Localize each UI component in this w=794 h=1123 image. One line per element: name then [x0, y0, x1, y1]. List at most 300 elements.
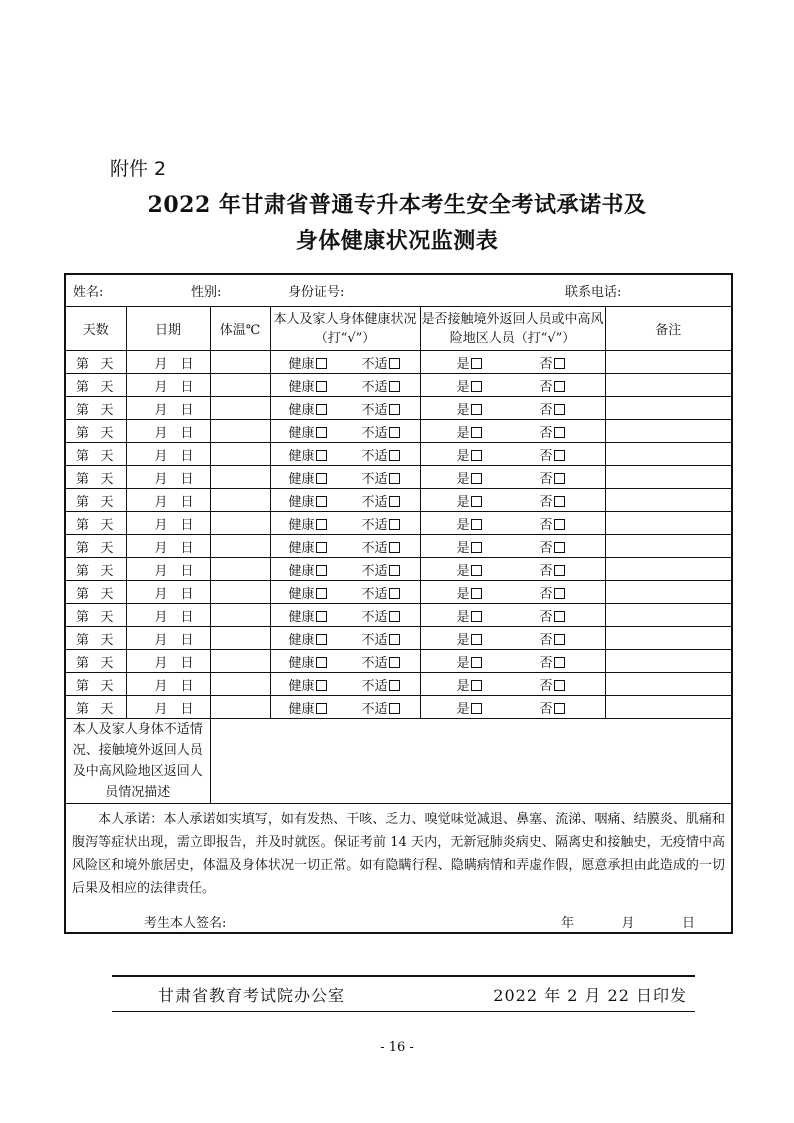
table-row: [65, 512, 732, 535]
no-checkbox[interactable]: [554, 634, 565, 645]
day-prefix: 第: [76, 540, 90, 556]
month-label: 月: [154, 517, 168, 533]
day-cell[interactable]: [65, 696, 126, 719]
yes-label: 是: [456, 356, 470, 372]
promise-text: 本人承诺：本人承诺如实填写，如有发热、干咳、乏力、嗅觉味觉减退、鼻塞、流涕、咽痛、结膜炎、肌痛和腹泻等症状出现，需立即报告，并及时就医。保证考前 14 天内，无新冠肺炎病史、隔离史和接触史，无疫情中高风险区和境外旅居史，体温及身体状况一切正常。如有隐瞒行程、隐瞒病情和弄虚作假，愿意承担由此造成的一切后果及相应的法律责任。: [72, 811, 726, 896]
healthy-option[interactable]: [289, 514, 327, 533]
date-cell[interactable]: [126, 397, 210, 420]
yes-option[interactable]: [457, 399, 482, 418]
no-option[interactable]: [539, 491, 564, 510]
yes-option[interactable]: [457, 583, 482, 602]
healthy-checkbox[interactable]: [316, 358, 327, 369]
yes-checkbox[interactable]: [471, 542, 482, 553]
temperature-cell[interactable]: [210, 512, 270, 535]
yes-option[interactable]: [457, 675, 482, 694]
remark-cell[interactable]: [605, 420, 732, 443]
column-header-remark: 备注: [605, 307, 732, 351]
unwell-checkbox[interactable]: [389, 427, 400, 438]
contact-cell: [420, 374, 605, 397]
no-checkbox[interactable]: [554, 703, 565, 714]
day-label: 日: [180, 632, 194, 648]
unwell-label: 不适: [361, 471, 388, 487]
date-cell[interactable]: [126, 535, 210, 558]
unwell-checkbox[interactable]: [389, 496, 400, 507]
date-cell[interactable]: [126, 673, 210, 696]
healthy-checkbox[interactable]: [316, 680, 327, 691]
no-checkbox[interactable]: [554, 427, 565, 438]
day-prefix: 第: [76, 448, 90, 464]
signature-month: 月: [621, 915, 635, 931]
daily-rows: [65, 351, 732, 719]
yes-checkbox[interactable]: [471, 381, 482, 392]
day-cell[interactable]: [65, 351, 126, 374]
day-suffix: 天: [100, 632, 114, 648]
yes-checkbox[interactable]: [471, 565, 482, 576]
healthy-option[interactable]: [289, 468, 327, 487]
remark-cell[interactable]: [605, 581, 732, 604]
day-label: 日: [180, 517, 194, 533]
promise-row: [65, 804, 732, 934]
unwell-checkbox[interactable]: [389, 611, 400, 622]
date-cell[interactable]: [126, 627, 210, 650]
healthy-option[interactable]: [289, 353, 327, 372]
yes-option[interactable]: [457, 698, 482, 717]
yes-checkbox[interactable]: [471, 657, 482, 668]
date-cell[interactable]: [126, 489, 210, 512]
yes-checkbox[interactable]: [471, 703, 482, 714]
healthy-checkbox[interactable]: [316, 542, 327, 553]
remark-cell[interactable]: [605, 489, 732, 512]
month-label: 月: [154, 425, 168, 441]
unwell-label: 不适: [361, 609, 388, 625]
yes-label: 是: [456, 655, 470, 671]
unwell-label: 不适: [361, 655, 388, 671]
date-cell[interactable]: [126, 351, 210, 374]
no-option[interactable]: [539, 399, 564, 418]
unwell-checkbox[interactable]: [389, 657, 400, 668]
no-checkbox[interactable]: [554, 473, 565, 484]
yes-option[interactable]: [457, 468, 482, 487]
healthy-option[interactable]: [289, 583, 327, 602]
contact-cell: [420, 581, 605, 604]
unwell-checkbox[interactable]: [389, 381, 400, 392]
healthy-checkbox[interactable]: [316, 565, 327, 576]
healthy-option[interactable]: [289, 491, 327, 510]
yes-checkbox[interactable]: [471, 634, 482, 645]
date-cell[interactable]: [126, 558, 210, 581]
temperature-cell[interactable]: [210, 604, 270, 627]
yes-checkbox[interactable]: [471, 404, 482, 415]
remark-cell[interactable]: [605, 351, 732, 374]
name-field[interactable]: 姓名:: [73, 285, 104, 300]
day-cell[interactable]: [65, 627, 126, 650]
healthy-label: 健康: [288, 540, 315, 556]
healthy-checkbox[interactable]: [316, 427, 327, 438]
table-row: [65, 627, 732, 650]
no-label: 否: [539, 632, 553, 648]
healthy-option[interactable]: [289, 399, 327, 418]
healthy-option[interactable]: [289, 422, 327, 441]
remark-cell[interactable]: [605, 397, 732, 420]
unwell-label: 不适: [361, 701, 388, 717]
contact-cell: [420, 443, 605, 466]
no-option[interactable]: [539, 652, 564, 671]
no-label: 否: [539, 425, 553, 441]
healthy-label: 健康: [288, 402, 315, 418]
healthy-label: 健康: [288, 471, 315, 487]
temperature-cell[interactable]: [210, 397, 270, 420]
unwell-checkbox[interactable]: [389, 358, 400, 369]
personal-info-row: [65, 274, 732, 307]
day-label: 日: [180, 609, 194, 625]
healthy-option[interactable]: [289, 629, 327, 648]
day-label: 日: [180, 655, 194, 671]
healthy-label: 健康: [288, 356, 315, 372]
unwell-checkbox[interactable]: [389, 450, 400, 461]
yes-label: 是: [456, 632, 470, 648]
remark-cell[interactable]: [605, 627, 732, 650]
document-title-line2: 身体健康状况监测表: [295, 228, 499, 254]
date-cell[interactable]: [126, 420, 210, 443]
no-option[interactable]: [539, 514, 564, 533]
healthy-checkbox[interactable]: [316, 381, 327, 392]
no-checkbox[interactable]: [554, 381, 565, 392]
temperature-cell[interactable]: [210, 627, 270, 650]
no-option[interactable]: [539, 537, 564, 556]
healthy-option[interactable]: [289, 560, 327, 579]
yes-option[interactable]: [457, 445, 482, 464]
temperature-cell[interactable]: [210, 673, 270, 696]
date-cell[interactable]: [126, 512, 210, 535]
signature-label[interactable]: 考生本人签名:: [144, 915, 227, 931]
table-row: [65, 420, 732, 443]
unwell-option[interactable]: [361, 514, 399, 533]
day-cell[interactable]: [65, 489, 126, 512]
date-cell[interactable]: [126, 374, 210, 397]
health-cell: [270, 535, 420, 558]
healthy-option[interactable]: [289, 376, 327, 395]
temperature-cell[interactable]: [210, 650, 270, 673]
yes-label: 是: [456, 379, 470, 395]
day-cell[interactable]: [65, 650, 126, 673]
unwell-label: 不适: [361, 356, 388, 372]
day-cell[interactable]: [65, 604, 126, 627]
temperature-cell[interactable]: [210, 535, 270, 558]
description-label: 本人及家人身体不适情况、接触境外返回人员及中高风险地区返回人员情况描述: [65, 719, 210, 804]
column-header-temperature: 体温℃: [210, 307, 270, 351]
no-option[interactable]: [539, 376, 564, 395]
healthy-checkbox[interactable]: [316, 450, 327, 461]
month-label: 月: [154, 678, 168, 694]
day-label: 日: [180, 563, 194, 579]
month-label: 月: [154, 655, 168, 671]
contact-cell: [420, 397, 605, 420]
date-cell[interactable]: [126, 604, 210, 627]
unwell-checkbox[interactable]: [389, 519, 400, 530]
temperature-cell[interactable]: [210, 374, 270, 397]
remark-cell[interactable]: [605, 374, 732, 397]
day-cell[interactable]: [65, 512, 126, 535]
day-cell[interactable]: [65, 581, 126, 604]
unwell-option[interactable]: [361, 629, 399, 648]
document-title-line1: 2022 年甘肃省普通专升本考生安全考试承诺书及: [147, 192, 647, 218]
no-checkbox[interactable]: [554, 450, 565, 461]
day-cell[interactable]: [65, 673, 126, 696]
day-cell[interactable]: [65, 374, 126, 397]
no-option[interactable]: [539, 583, 564, 602]
yes-option[interactable]: [457, 353, 482, 372]
date-cell[interactable]: [126, 466, 210, 489]
unwell-checkbox[interactable]: [389, 634, 400, 645]
table-row: [65, 374, 732, 397]
health-cell: [270, 420, 420, 443]
table-row: [65, 351, 732, 374]
contact-cell: [420, 420, 605, 443]
no-checkbox[interactable]: [554, 404, 565, 415]
healthy-checkbox[interactable]: [316, 657, 327, 668]
healthy-label: 健康: [288, 678, 315, 694]
remark-cell[interactable]: [605, 673, 732, 696]
day-suffix: 天: [100, 540, 114, 556]
no-checkbox[interactable]: [554, 519, 565, 530]
yes-option[interactable]: [457, 606, 482, 625]
day-cell[interactable]: [65, 443, 126, 466]
remark-cell[interactable]: [605, 650, 732, 673]
day-suffix: 天: [100, 471, 114, 487]
unwell-option[interactable]: [361, 399, 399, 418]
unwell-checkbox[interactable]: [389, 473, 400, 484]
no-option[interactable]: [539, 606, 564, 625]
yes-checkbox[interactable]: [471, 519, 482, 530]
yes-option[interactable]: [457, 491, 482, 510]
no-checkbox[interactable]: [554, 611, 565, 622]
no-option[interactable]: [539, 353, 564, 372]
yes-option[interactable]: [457, 376, 482, 395]
remark-cell[interactable]: [605, 512, 732, 535]
yes-checkbox[interactable]: [471, 358, 482, 369]
day-label: 日: [180, 701, 194, 717]
day-label: 日: [180, 678, 194, 694]
yes-option[interactable]: [457, 422, 482, 441]
yes-checkbox[interactable]: [471, 611, 482, 622]
unwell-checkbox[interactable]: [389, 404, 400, 415]
gender-field[interactable]: 性别:: [191, 285, 222, 300]
no-checkbox[interactable]: [554, 542, 565, 553]
remark-cell[interactable]: [605, 558, 732, 581]
yes-option[interactable]: [457, 514, 482, 533]
no-label: 否: [539, 356, 553, 372]
unwell-label: 不适: [361, 632, 388, 648]
table-row: [65, 466, 732, 489]
signature-day: 日: [682, 915, 696, 931]
contact-cell: [420, 466, 605, 489]
issuing-footer: [112, 975, 695, 1012]
day-label: 日: [180, 494, 194, 510]
yes-option[interactable]: [457, 560, 482, 579]
day-prefix: 第: [76, 632, 90, 648]
yes-checkbox[interactable]: [471, 450, 482, 461]
day-prefix: 第: [76, 678, 90, 694]
day-suffix: 天: [100, 356, 114, 372]
date-cell[interactable]: [126, 650, 210, 673]
temperature-cell[interactable]: [210, 351, 270, 374]
day-cell[interactable]: [65, 558, 126, 581]
yes-option[interactable]: [457, 537, 482, 556]
day-cell[interactable]: [65, 466, 126, 489]
month-label: 月: [154, 609, 168, 625]
unwell-option[interactable]: [361, 445, 399, 464]
day-label: 日: [180, 356, 194, 372]
healthy-option[interactable]: [289, 537, 327, 556]
date-cell[interactable]: [126, 581, 210, 604]
health-monitoring-form: [64, 273, 733, 934]
day-label: 日: [180, 402, 194, 418]
unwell-option[interactable]: [361, 560, 399, 579]
day-prefix: 第: [76, 402, 90, 418]
no-option[interactable]: [539, 422, 564, 441]
temperature-cell[interactable]: [210, 581, 270, 604]
yes-option[interactable]: [457, 652, 482, 671]
yes-checkbox[interactable]: [471, 588, 482, 599]
healthy-checkbox[interactable]: [316, 404, 327, 415]
no-checkbox[interactable]: [554, 588, 565, 599]
no-label: 否: [539, 563, 553, 579]
yes-checkbox[interactable]: [471, 680, 482, 691]
issuing-organization: 甘肃省教育考试院办公室: [158, 985, 346, 1005]
healthy-checkbox[interactable]: [316, 634, 327, 645]
health-cell: [270, 512, 420, 535]
temperature-cell[interactable]: [210, 489, 270, 512]
unwell-option[interactable]: [361, 422, 399, 441]
remark-cell[interactable]: [605, 604, 732, 627]
healthy-option[interactable]: [289, 445, 327, 464]
unwell-option[interactable]: [361, 583, 399, 602]
remark-cell[interactable]: [605, 466, 732, 489]
unwell-option[interactable]: [361, 537, 399, 556]
day-cell[interactable]: [65, 397, 126, 420]
no-label: 否: [539, 448, 553, 464]
yes-label: 是: [456, 609, 470, 625]
day-suffix: 天: [100, 494, 114, 510]
day-cell[interactable]: [65, 535, 126, 558]
healthy-checkbox[interactable]: [316, 611, 327, 622]
contact-cell: [420, 650, 605, 673]
contact-cell: [420, 512, 605, 535]
month-label: 月: [154, 563, 168, 579]
remark-cell[interactable]: [605, 535, 732, 558]
no-checkbox[interactable]: [554, 496, 565, 507]
healthy-checkbox[interactable]: [316, 588, 327, 599]
yes-label: 是: [456, 471, 470, 487]
remark-cell[interactable]: [605, 443, 732, 466]
healthy-option[interactable]: [289, 675, 327, 694]
no-option[interactable]: [539, 629, 564, 648]
unwell-option[interactable]: [361, 652, 399, 671]
date-cell[interactable]: [126, 696, 210, 719]
day-prefix: 第: [76, 563, 90, 579]
no-label: 否: [539, 609, 553, 625]
unwell-checkbox[interactable]: [389, 703, 400, 714]
unwell-option[interactable]: [361, 698, 399, 717]
month-label: 月: [154, 379, 168, 395]
healthy-checkbox[interactable]: [316, 519, 327, 530]
no-label: 否: [539, 379, 553, 395]
unwell-checkbox[interactable]: [389, 588, 400, 599]
yes-checkbox[interactable]: [471, 496, 482, 507]
no-option[interactable]: [539, 445, 564, 464]
healthy-option[interactable]: [289, 698, 327, 717]
health-cell: [270, 581, 420, 604]
unwell-option[interactable]: [361, 606, 399, 625]
contact-cell: [420, 673, 605, 696]
no-option[interactable]: [539, 560, 564, 579]
temperature-cell[interactable]: [210, 466, 270, 489]
table-row: [65, 673, 732, 696]
unwell-option[interactable]: [361, 491, 399, 510]
no-checkbox[interactable]: [554, 358, 565, 369]
no-checkbox[interactable]: [554, 657, 565, 668]
yes-label: 是: [456, 494, 470, 510]
healthy-option[interactable]: [289, 606, 327, 625]
unwell-checkbox[interactable]: [389, 565, 400, 576]
healthy-label: 健康: [288, 655, 315, 671]
yes-label: 是: [456, 517, 470, 533]
no-option[interactable]: [539, 468, 564, 487]
unwell-option[interactable]: [361, 353, 399, 372]
healthy-checkbox[interactable]: [316, 473, 327, 484]
description-field[interactable]: [210, 719, 732, 804]
unwell-option[interactable]: [361, 675, 399, 694]
remark-cell[interactable]: [605, 696, 732, 719]
month-label: 月: [154, 356, 168, 372]
yes-checkbox[interactable]: [471, 427, 482, 438]
yes-checkbox[interactable]: [471, 473, 482, 484]
phone-field[interactable]: 联系电话:: [565, 285, 622, 300]
unwell-option[interactable]: [361, 468, 399, 487]
month-label: 月: [154, 448, 168, 464]
temperature-cell[interactable]: [210, 558, 270, 581]
no-checkbox[interactable]: [554, 680, 565, 691]
day-suffix: 天: [100, 655, 114, 671]
temperature-cell[interactable]: [210, 443, 270, 466]
id-number-field[interactable]: 身份证号:: [288, 285, 345, 300]
no-checkbox[interactable]: [554, 565, 565, 576]
signature-line: [66, 912, 731, 931]
day-cell[interactable]: [65, 420, 126, 443]
day-prefix: 第: [76, 494, 90, 510]
healthy-checkbox[interactable]: [316, 703, 327, 714]
temperature-cell[interactable]: [210, 420, 270, 443]
unwell-checkbox[interactable]: [389, 680, 400, 691]
contact-cell: [420, 627, 605, 650]
yes-label: 是: [456, 701, 470, 717]
no-option[interactable]: [539, 698, 564, 717]
unwell-checkbox[interactable]: [389, 542, 400, 553]
temperature-cell[interactable]: [210, 696, 270, 719]
healthy-label: 健康: [288, 379, 315, 395]
unwell-label: 不适: [361, 540, 388, 556]
day-label: 日: [180, 586, 194, 602]
healthy-checkbox[interactable]: [316, 496, 327, 507]
yes-option[interactable]: [457, 629, 482, 648]
day-prefix: 第: [76, 379, 90, 395]
unwell-option[interactable]: [361, 376, 399, 395]
healthy-option[interactable]: [289, 652, 327, 671]
no-option[interactable]: [539, 675, 564, 694]
no-label: 否: [539, 586, 553, 602]
contact-cell: [420, 558, 605, 581]
date-cell[interactable]: [126, 443, 210, 466]
